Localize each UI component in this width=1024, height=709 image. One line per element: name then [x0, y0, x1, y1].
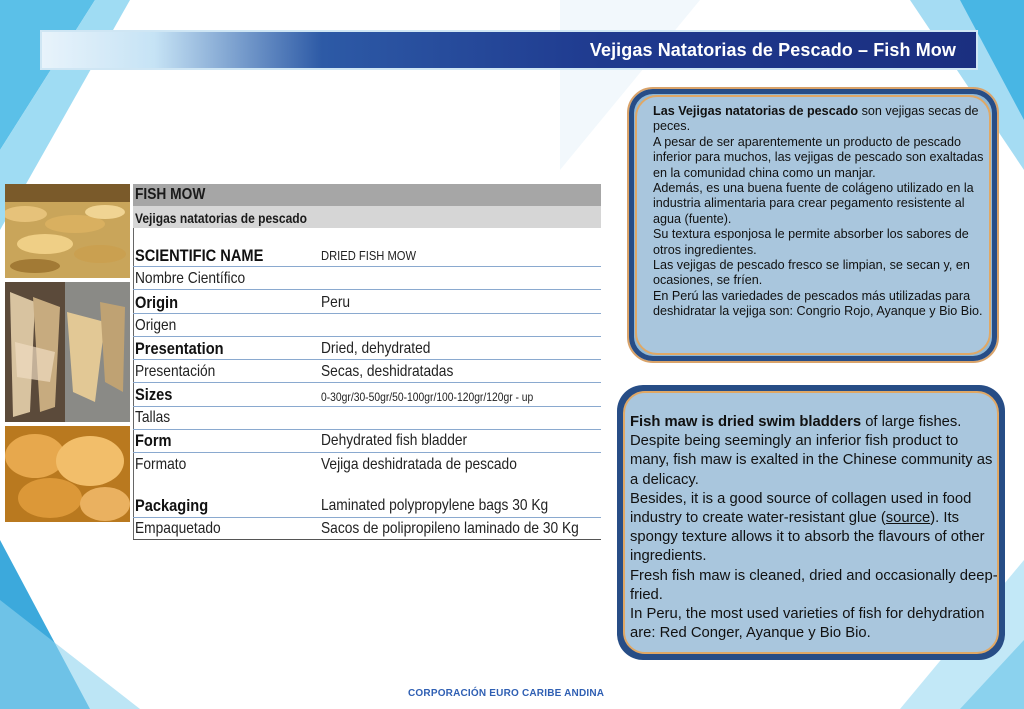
spec-subtitle: Vejigas natatorias de pescado — [135, 210, 307, 226]
table-bottom-border — [133, 539, 601, 540]
spec-table — [133, 184, 601, 540]
row-divider — [133, 266, 601, 267]
info-es-paragraph: A pesar de ser aparentemente un producto de pescado inferior para muchos, las vejigas de pescado son exaltadas en la comunidad china como un manjar. — [653, 134, 984, 180]
spec-title: FISH MOW — [135, 186, 206, 203]
info-es-paragraph: Su textura esponjosa le permite absorber los sabores de otros ingredientes. — [653, 227, 969, 257]
row-divider — [133, 382, 601, 383]
value-packaging: Laminated polypropylene bags 30 Kg — [321, 497, 549, 514]
product-photo-top — [5, 184, 130, 278]
value-presentation-es: Secas, deshidratadas — [321, 363, 454, 380]
info-es-paragraph: Además, es una buena fuente de colágeno utilizado en la industria alimentaria para crear pegamento resistente al agua (fuente). — [653, 181, 974, 226]
label-packaging-es: Empaquetado — [135, 520, 221, 537]
row-divider — [133, 406, 601, 407]
value-presentation: Dried, dehydrated — [321, 340, 431, 357]
info-es-paragraph: En Perú las variedades de pescados más utilizadas para deshidratar la vejiga son: Congrio Rojo, Ayanque y Bio Bio. — [653, 288, 983, 319]
value-sizes: 0-30gr/30-50gr/50-100gr/100-120gr/120gr - up — [321, 390, 534, 404]
row-divider — [133, 359, 601, 360]
label-sizes: Sizes — [135, 385, 173, 404]
label-presentation-es: Presentación — [135, 363, 216, 380]
label-packaging: Packaging — [135, 496, 209, 515]
info-en-lead: Fish maw is dried swim bladders — [630, 414, 862, 430]
source-link[interactable]: source — [885, 510, 931, 527]
label-origin-es: Origen — [135, 317, 177, 334]
value-form-es: Vejiga deshidratada de pescado — [321, 456, 517, 473]
row-divider — [133, 429, 601, 430]
info-en-paragraph: ). Its spongy texture allows it to absorb the flavours of other ingredients. — [630, 510, 985, 565]
info-es-lead: Las Vejigas natatorias de pescado — [653, 104, 859, 118]
info-text-english — [630, 413, 998, 643]
label-scientific-name-es: Nombre Científico — [135, 270, 246, 287]
label-form: Form — [135, 431, 172, 450]
value-form: Dehydrated fish bladder — [321, 432, 468, 449]
label-scientific-name: SCIENTIFIC NAME — [135, 246, 264, 265]
header-bar — [40, 30, 978, 70]
table-divider — [133, 184, 134, 540]
label-form-es: Formato — [135, 456, 187, 473]
label-origin: Origin — [135, 293, 179, 312]
value-origin: Peru — [321, 294, 351, 311]
info-es-intro: son vejigas secas de peces. — [653, 104, 979, 134]
info-en-paragraph: In Peru, the most used varieties of fish for dehydration are: Red Conger, Ayanque y Bio Bio. — [630, 606, 985, 642]
product-photo-middle — [5, 282, 130, 422]
footer-company-name: CORPORACIÓN EURO CARIBE ANDINA — [408, 688, 605, 699]
label-presentation: Presentation — [135, 339, 224, 358]
row-divider — [133, 452, 601, 453]
info-text-spanish — [653, 104, 993, 320]
info-en-paragraph: Besides, it is a good source of collagen used in food industry to create water-resistant glue ( — [630, 490, 972, 527]
info-en-paragraph: Despite being seemingly an inferior fish product to many, fish maw is exalted in the Chinese community as a delicacy. — [630, 433, 993, 488]
info-es-paragraph: Las vejigas de pescado fresco se limpian, se secan y, en ocasiones, se fríen. — [653, 258, 970, 288]
info-en-intro: of large fishes. — [861, 414, 962, 430]
label-sizes-es: Tallas — [135, 409, 171, 426]
row-divider — [133, 336, 601, 337]
info-en-paragraph: Fresh fish maw is cleaned, dried and occasionally deep-fried. — [630, 567, 998, 603]
row-divider — [133, 289, 601, 290]
value-packaging-es: Sacos de polipropileno laminado de 30 Kg — [321, 520, 579, 537]
row-divider — [133, 517, 601, 518]
product-photo-bottom — [5, 426, 130, 522]
page-title: Vejigas Natatorias de Pescado – Fish Mow — [589, 40, 956, 60]
row-divider — [133, 313, 601, 314]
value-scientific-name: DRIED FISH MOW — [321, 248, 417, 263]
